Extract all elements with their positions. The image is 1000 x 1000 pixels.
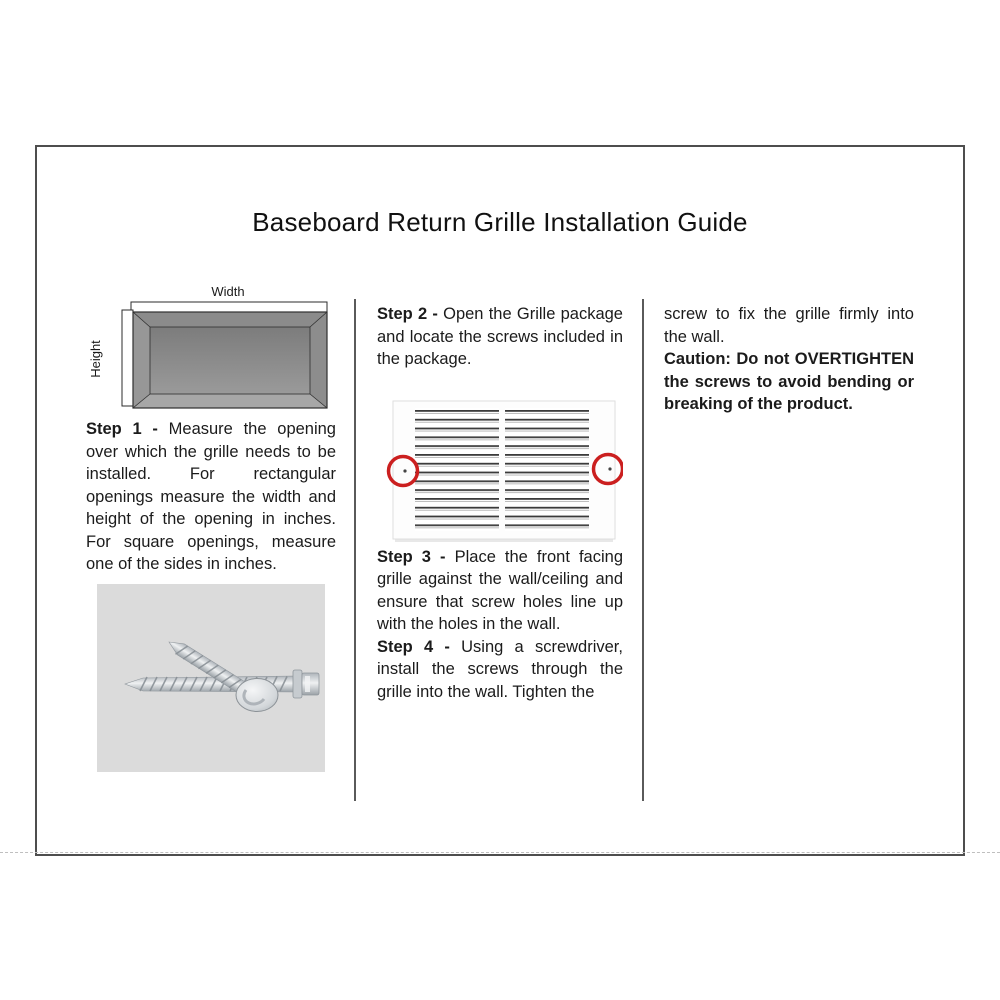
step-3-paragraph [377, 546, 623, 636]
grille-louvers-right [505, 408, 589, 531]
page-title: Baseboard Return Grille Installation Guide [252, 207, 748, 237]
step-1-paragraph [86, 418, 336, 576]
caution-text: Do not OVERTIGHTEN the screws to avoid bending or breaking of the product. [664, 350, 914, 413]
step-1-label: Step 1 - [86, 420, 158, 438]
step-4-continued-paragraph [664, 303, 914, 348]
column-2 [377, 303, 623, 703]
width-label: Width [211, 284, 245, 299]
screw-round-head [236, 678, 278, 711]
opening-back-wall [150, 327, 310, 394]
column-1 [86, 283, 336, 772]
step-3-label: Step 3 - [377, 547, 446, 566]
column-divider-1 [354, 299, 356, 801]
caution-label: Caution: [664, 350, 731, 368]
width-measure-bar [131, 302, 327, 312]
step-2-paragraph [377, 303, 623, 371]
step-3-text: Place the front facing grille against the wall/ceiling and ensure that screw holes line up with the holes in the wall. [377, 547, 623, 633]
opening-left-wall [133, 312, 150, 408]
bottom-dashed-line [0, 852, 1000, 853]
opening-bottom-wall [133, 394, 327, 408]
step-2-text: Open the Grille package and locate the screws included in the package. [377, 305, 623, 368]
step-4-text: Using a screwdriver, install the screws through the grille into the wall. Tighten the [377, 637, 623, 701]
step-4-paragraph [377, 636, 623, 704]
step-4-label: Step 4 - [377, 637, 450, 656]
step-2-label: Step 2 - [377, 305, 438, 323]
caution-paragraph [664, 348, 914, 416]
column-3 [664, 303, 914, 416]
step-4-continued-text: screw to fix the grille firmly into the wall. [664, 305, 914, 346]
screw-hole-right [608, 467, 611, 470]
opening-top-wall [133, 312, 327, 327]
height-measure-bar [122, 310, 133, 406]
opening-right-wall [310, 312, 327, 408]
column-divider-2 [642, 299, 644, 801]
height-label: Height [88, 340, 103, 378]
grille-louvers-left [415, 408, 499, 531]
step-1-text: Measure the opening over which the grille needs to be installed. For rectangular openings measure the width and height of the opening in inches. For square openings, measure one of the sides in inches. [86, 420, 336, 573]
grille-image [377, 396, 623, 546]
screw-hole-left [403, 469, 406, 472]
screws-image [97, 584, 325, 772]
opening-diagram [86, 283, 336, 418]
